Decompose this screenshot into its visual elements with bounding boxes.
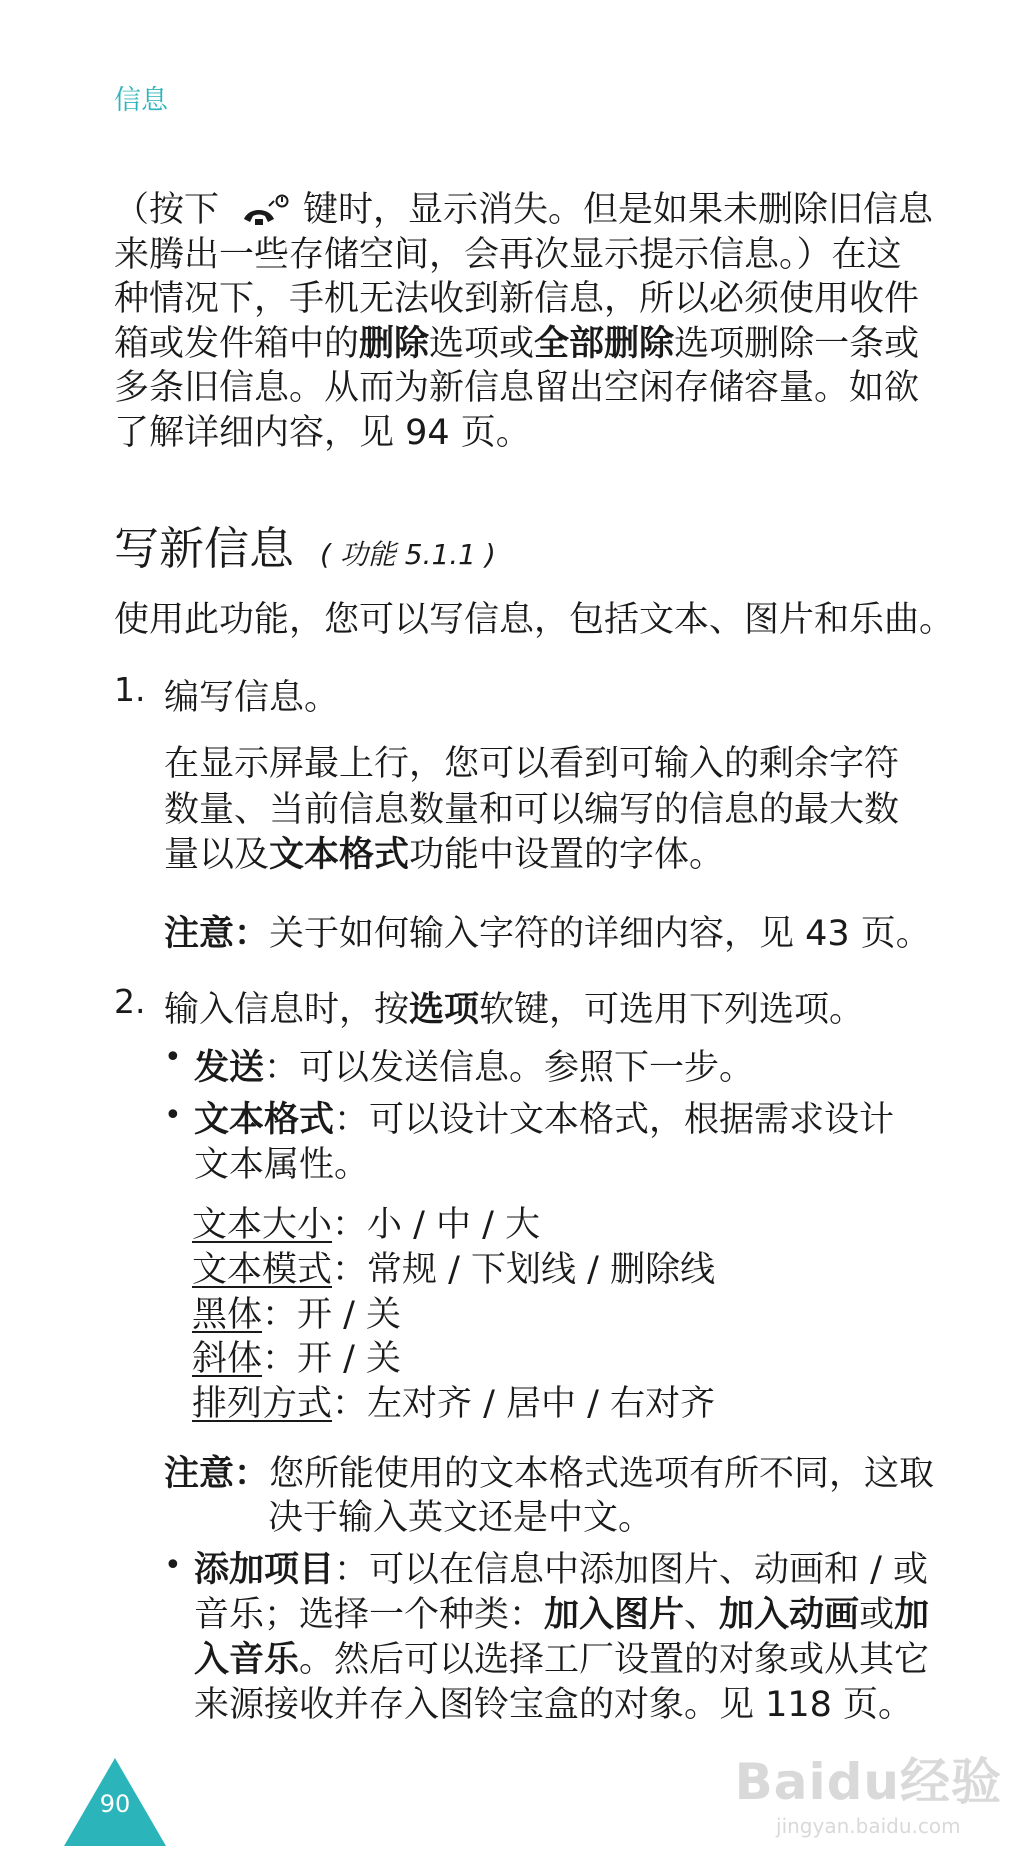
step-2-text: 输入信息时，按选项软键，可选用下列选项。	[164, 990, 865, 1030]
note-label: 注意：	[164, 914, 270, 954]
function-reference: ( 功能 5.1.1 )	[320, 538, 496, 571]
step-1-note: 注意：关于如何输入字符的详细内容，见 43 页。	[164, 914, 931, 954]
intro-paragraph	[114, 188, 933, 455]
delete-all-option-term: 全部删除	[534, 323, 675, 364]
bullet-text-format: 文本格式：可以设计文本格式，根据需求设计 文本属性。	[194, 1100, 895, 1185]
watermark	[735, 1742, 1002, 1838]
bullet-add-item: 添加项目：可以在信息中添加图片、动画和 / 或 音乐；选择一个种类：加入图片、加入动画或加 入音乐。然后可以选择工厂设置的对象或从其它 来源接收并存入图铃宝盒的对象。见 118 页。	[194, 1550, 930, 1725]
step-1-description: 在显示屏最上行，您可以看到可输入的剩余字符 数量、当前信息数量和可以编写的信息的最大数 量以及文本格式功能中设置的字体。	[164, 744, 900, 875]
intro-line-2: 来腾出一些存储空间，会再次显示提示信息。）在这	[114, 234, 902, 275]
option-text-mode: 文本模式：常规 / 下划线 / 删除线	[192, 1249, 716, 1290]
page-number: 90	[99, 1790, 131, 1818]
options-softkey-term: 选项	[409, 990, 480, 1030]
step-1-text: 编写信息。	[164, 678, 340, 718]
delete-option-term: 删除	[359, 323, 430, 364]
bullet-dot: •	[164, 1548, 182, 1583]
intro-line-1: （按下 键时，显示消失。但是如果未删除旧信息	[114, 188, 933, 233]
bullet-dot: •	[164, 1040, 182, 1075]
step-2-number: 2.	[114, 982, 146, 1021]
watermark-url: jingyan.baidu.com	[776, 1814, 961, 1838]
bullet-send: 发送：可以发送信息。参照下一步。	[194, 1048, 755, 1088]
intro-line-6: 了解详细内容，见 94 页。	[114, 412, 531, 453]
page-header: 信息	[114, 85, 168, 116]
intro-line-3: 种情况下，手机无法收到新信息，所以必须使用收件	[114, 279, 920, 319]
option-text-size: 文本大小：小 / 中 / 大	[192, 1205, 541, 1245]
note-label: 注意：	[164, 1454, 270, 1494]
bullet-dot: •	[164, 1098, 182, 1133]
text-format-options	[192, 1203, 715, 1427]
intro-line-4: 箱或发件箱中的删除选项或全部删除选项删除一条或	[114, 323, 920, 364]
end-call-icon	[241, 193, 289, 239]
step-1-number: 1.	[114, 670, 146, 709]
option-bold: 黑体：开 / 关	[192, 1294, 402, 1335]
step-2-note: 注意：您所能使用的文本格式选项有所不同，这取 决于输入英文还是中文。	[164, 1454, 935, 1538]
option-italic: 斜体：开 / 关	[192, 1339, 402, 1380]
section-intro: 使用此功能，您可以写信息，包括文本、图片和乐曲。	[114, 600, 955, 640]
text-format-term: 文本格式	[269, 835, 410, 875]
section-title: 写新信息 ( 功能 5.1.1 )	[114, 522, 496, 575]
option-alignment: 排列方式：左对齐 / 居中 / 右对齐	[192, 1384, 716, 1425]
watermark-logo: Baidu经验	[734, 1753, 1002, 1811]
intro-line-5: 多条旧信息。从而为新信息留出空闲存储容量。如欲	[114, 368, 920, 408]
